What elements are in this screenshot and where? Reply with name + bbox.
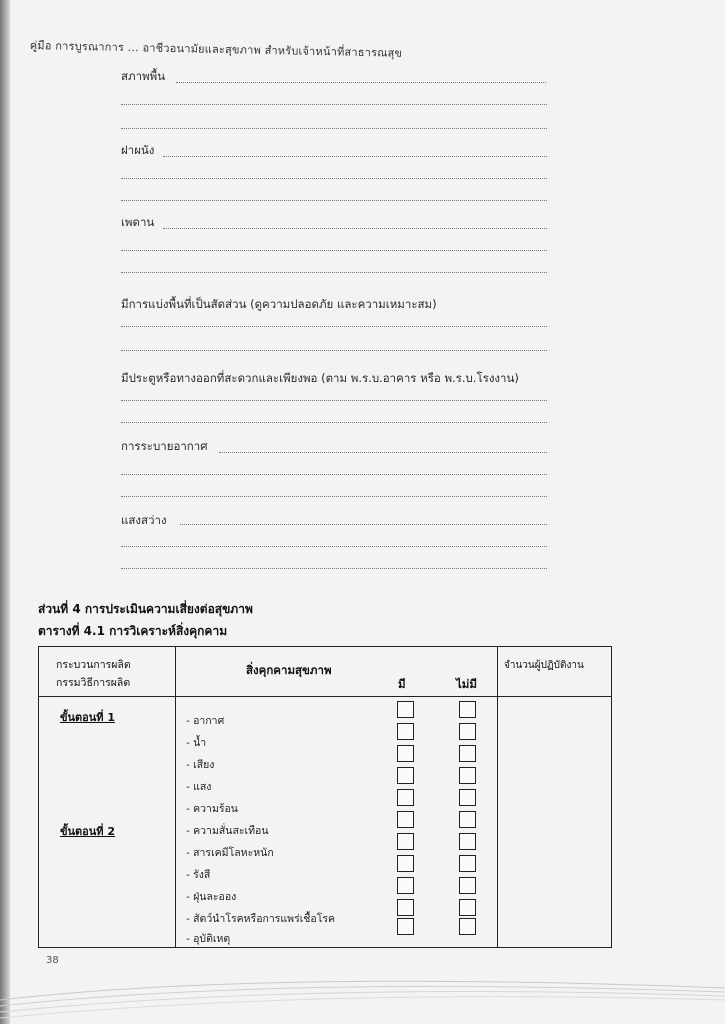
dotted-line (121, 568, 547, 569)
section-title: ส่วนที่ 4 การประเมินความเสี่ยงต่อสุขภาพ (38, 602, 253, 616)
dotted-line (163, 156, 547, 157)
page-edge-shadow (0, 0, 10, 1024)
table-divider (175, 646, 176, 947)
table-title: ตารางที่ 4.1 การวิเคราะห์สิ่งคุกคาม (38, 624, 228, 638)
checkbox-no-heat[interactable] (459, 789, 476, 806)
hazard-item: - เสียง (186, 759, 215, 771)
dotted-line (219, 452, 547, 453)
field-label-floor: สภาพพื้น (121, 69, 166, 83)
hazard-item: - น้ำ (186, 737, 207, 749)
hazard-item: - แสง (186, 781, 212, 793)
checkbox-no-accident[interactable] (459, 918, 476, 935)
hazard-item: - อุบัติเหตุ (186, 933, 231, 945)
table-header-divider (38, 696, 611, 697)
field-label-ventilation: การระบายอากาศ (121, 439, 208, 453)
hazard-item: - ความร้อน (186, 803, 238, 815)
checkbox-yes-vibration[interactable] (397, 811, 414, 828)
checkbox-no-vibration[interactable] (459, 811, 476, 828)
checkbox-no-air[interactable] (459, 701, 476, 718)
checkbox-yes-air[interactable] (397, 701, 414, 718)
checkbox-yes-heat[interactable] (397, 789, 414, 806)
dotted-line (163, 228, 547, 229)
checkbox-yes-accident[interactable] (397, 918, 414, 935)
field-label-exits: มีประตูหรือทางออกที่สะดวกและเพียงพอ (ตาม พ.ร.บ.อาคาร หรือ พ.ร.บ.โรงงาน) (121, 371, 519, 385)
checkbox-no-vectors[interactable] (459, 899, 476, 916)
hazard-item: - สารเคมีโลหะหนัก (186, 847, 274, 859)
dotted-line (121, 128, 547, 129)
hazard-item: - ความสั่นสะเทือน (186, 825, 269, 837)
hazard-item: - อากาศ (186, 715, 225, 727)
dotted-line (121, 104, 547, 105)
dotted-line (121, 422, 547, 423)
checkbox-no-radiation[interactable] (459, 855, 476, 872)
step-2-label: ขั้นตอนที่ 2 (60, 825, 116, 838)
page-number: 38 (46, 955, 59, 966)
col-header-hazard: สิ่งคุกคามสุขภาพ (246, 663, 332, 677)
hazard-analysis-table (38, 646, 612, 948)
checkbox-yes-water[interactable] (397, 723, 414, 740)
hazard-item: - ฝุ่นละออง (186, 891, 237, 903)
dotted-line (176, 82, 546, 83)
checkbox-no-water[interactable] (459, 723, 476, 740)
checkbox-no-dust[interactable] (459, 877, 476, 894)
checkbox-yes-vectors[interactable] (397, 899, 414, 916)
field-label-area-division: มีการแบ่งพื้นที่เป็นสัดส่วน (ดูความปลอดภัย และความเหมาะสม) (121, 297, 437, 311)
checkbox-no-chemicals[interactable] (459, 833, 476, 850)
dotted-line (121, 178, 547, 179)
checkbox-yes-noise[interactable] (397, 745, 414, 762)
field-label-lighting: แสงสว่าง (121, 513, 167, 527)
hazard-item: - รังสี (186, 869, 211, 881)
decorative-swoosh (0, 960, 725, 1024)
checkbox-yes-light[interactable] (397, 767, 414, 784)
table-divider (497, 646, 498, 947)
field-label-walls: ฝาผนัง (121, 143, 155, 157)
dotted-line (121, 474, 547, 475)
step-1-label: ขั้นตอนที่ 1 (60, 711, 116, 724)
dotted-line (180, 524, 547, 525)
dotted-line (121, 400, 547, 401)
dotted-line (121, 496, 547, 497)
dotted-line (121, 200, 547, 201)
checkbox-yes-chemicals[interactable] (397, 833, 414, 850)
col-header-method: กรรมวิธีการผลิต (56, 677, 131, 689)
dotted-line (121, 250, 547, 251)
dotted-line (121, 326, 547, 327)
field-label-ceiling: เพดาน (121, 215, 155, 229)
col-header-process: กระบวนการผลิต (56, 659, 131, 671)
dotted-line (121, 546, 547, 547)
checkbox-yes-radiation[interactable] (397, 855, 414, 872)
col-header-yes: มี (398, 677, 406, 691)
col-header-workers: จำนวนผู้ปฏิบัติงาน (504, 660, 584, 671)
checkbox-no-light[interactable] (459, 767, 476, 784)
dotted-line (121, 272, 547, 273)
running-header: คู่มือ การบูรณาการ ... อาชีวอนามัยและสุขภาพ สำหรับเจ้าหน้าที่สาธารณสุข (29, 38, 403, 60)
hazard-item: - สัตว์นำโรคหรือการแพร่เชื้อโรค (186, 913, 336, 925)
col-header-no: ไม่มี (456, 677, 477, 691)
checkbox-yes-dust[interactable] (397, 877, 414, 894)
checkbox-no-noise[interactable] (459, 745, 476, 762)
dotted-line (121, 350, 547, 351)
